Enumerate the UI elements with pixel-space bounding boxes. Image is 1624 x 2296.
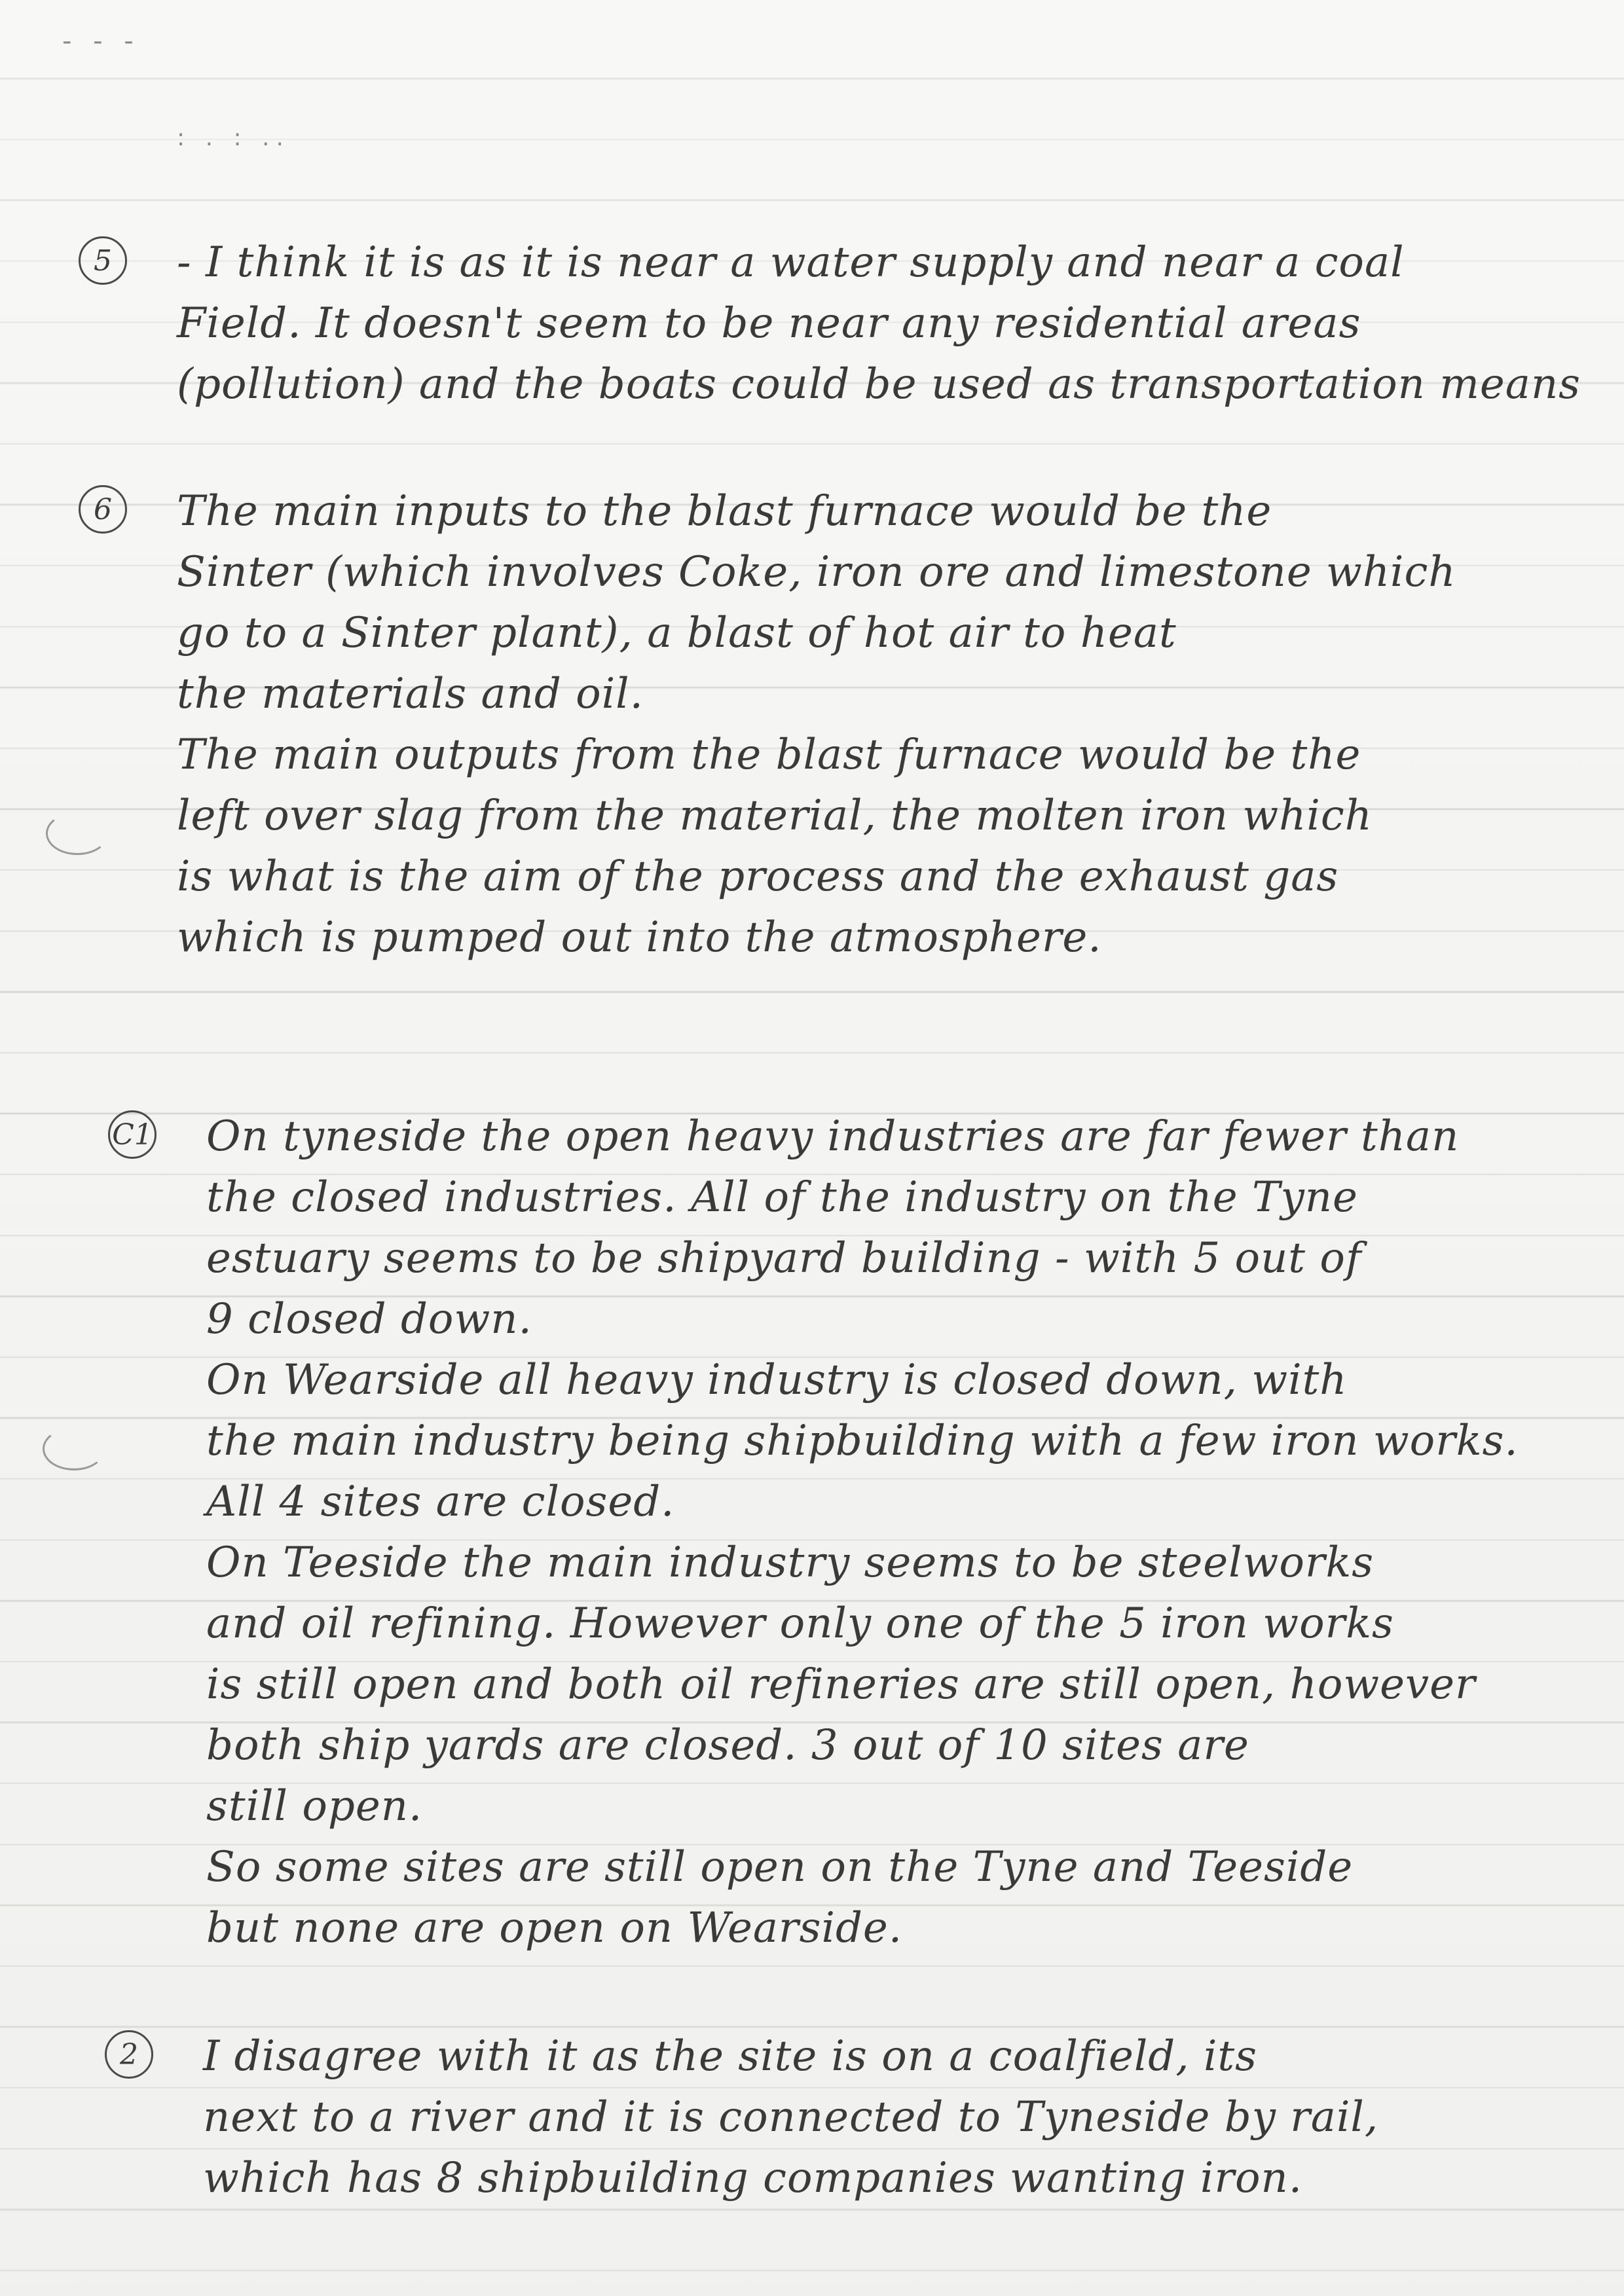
handwritten-line: is still open and both oil refineries are still open, however	[206, 1660, 1476, 1709]
pencil-scribble-dots: : . : ..	[177, 124, 290, 151]
answer-5	[79, 232, 1585, 415]
handwritten-line: the main industry being shipbuilding with a few iron works.	[206, 1417, 1519, 1465]
handwritten-line: next to a river and it is connected to Tyneside by rail,	[203, 2093, 1379, 2141]
answer-6-text	[79, 481, 1585, 968]
answer-c1	[108, 1106, 1614, 1959]
answer-2-text	[105, 2026, 1611, 2209]
handwritten-line: 9 closed down.	[206, 1295, 532, 1343]
handwritten-line: On Wearside all heavy industry is closed down, with	[206, 1356, 1348, 1404]
answer-c1-text	[108, 1106, 1614, 1959]
question-number-circle: C1	[108, 1110, 157, 1159]
handwritten-line: the closed industries. All of the industry on the Tyne	[206, 1173, 1358, 1222]
margin-tick-mark	[43, 1427, 105, 1470]
handwritten-line: I disagree with it as the site is on a coalfield, its	[203, 2032, 1257, 2081]
question-number-circle: 6	[79, 485, 127, 534]
handwritten-line: (pollution) and the boats could be used as transportation means	[177, 360, 1581, 409]
handwritten-line: estuary seems to be shipyard building - with 5 out of	[206, 1234, 1362, 1283]
handwritten-line: the materials and oil.	[177, 670, 644, 718]
handwritten-line: still open.	[206, 1782, 423, 1831]
handwritten-line: On tyneside the open heavy industries are far fewer than	[206, 1112, 1460, 1161]
question-number-circle: 5	[79, 236, 127, 285]
answer-2	[105, 2026, 1611, 2209]
handwritten-line: On Teeside the main industry seems to be steelworks	[206, 1539, 1375, 1587]
handwritten-line: The main inputs to the blast furnace would be the	[177, 487, 1272, 536]
handwritten-line: is what is the aim of the process and the exhaust gas	[177, 852, 1339, 901]
handwritten-line: which has 8 shipbuilding companies wanting iron.	[203, 2154, 1303, 2202]
handwritten-line: All 4 sites are closed.	[206, 1478, 675, 1526]
question-number-circle: 2	[105, 2030, 153, 2079]
handwritten-line: go to a Sinter plant), a blast of hot air to heat	[177, 609, 1177, 657]
handwritten-line: which is pumped out into the atmosphere.	[177, 913, 1102, 962]
handwritten-line: but none are open on Wearside.	[206, 1904, 903, 1952]
handwritten-line: and oil refining. However only one of the 5 iron works	[206, 1599, 1394, 1648]
handwritten-line: - I think it is as it is near a water supply and near a coal	[177, 238, 1405, 287]
handwritten-line: both ship yards are closed. 3 out of 10 sites are	[206, 1721, 1249, 1770]
pencil-scribble-top: - - -	[62, 26, 140, 56]
handwritten-line: Field. It doesn't seem to be near any residential areas	[177, 299, 1361, 348]
margin-tick-mark	[46, 812, 109, 855]
handwritten-line: left over slag from the material, the molten iron which	[177, 792, 1373, 840]
handwritten-line: Sinter (which involves Coke, iron ore and limestone which	[177, 548, 1456, 596]
answer-5-text	[79, 232, 1585, 415]
answer-6	[79, 481, 1585, 968]
handwritten-line: The main outputs from the blast furnace would be the	[177, 731, 1361, 779]
handwritten-line: So some sites are still open on the Tyne and Teeside	[206, 1843, 1354, 1891]
